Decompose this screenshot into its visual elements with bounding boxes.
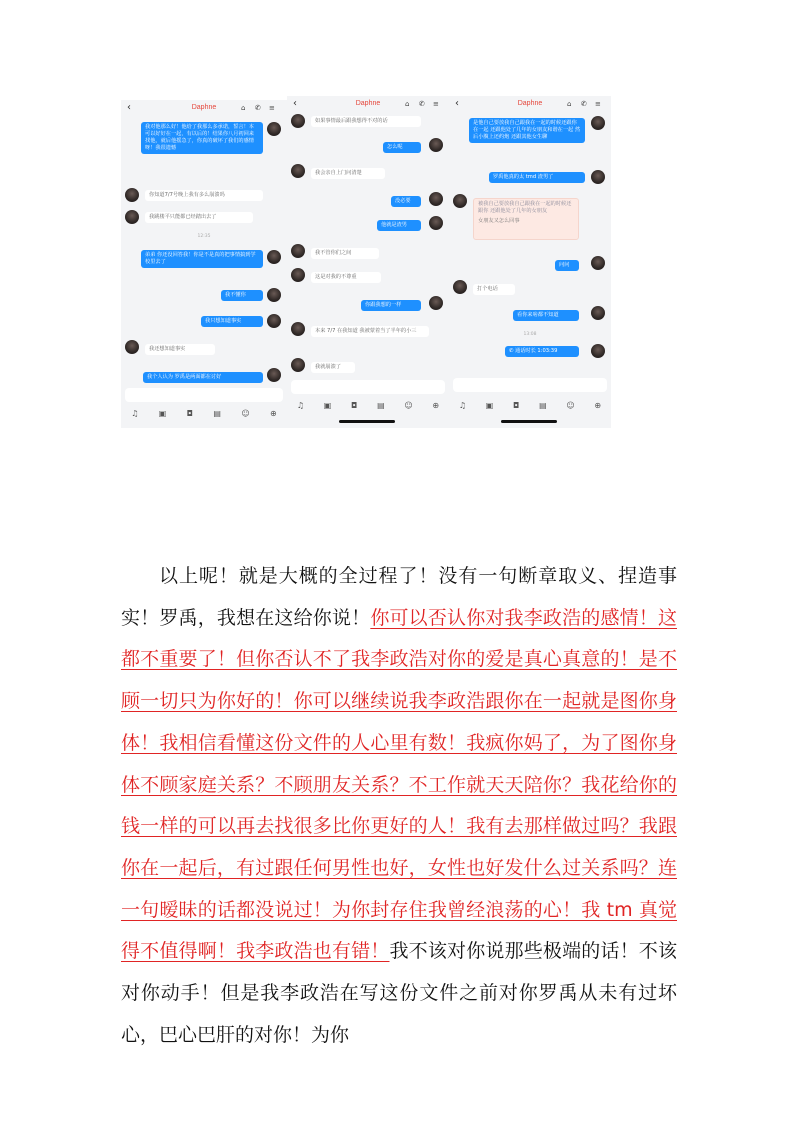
- camera-icon[interactable]: ◘: [186, 408, 193, 418]
- avatar: [291, 322, 305, 336]
- avatar: [291, 164, 305, 178]
- avatar: [591, 256, 605, 270]
- chat-header: [121, 100, 287, 118]
- message-input[interactable]: [291, 380, 445, 394]
- message-timestamp: 12:35: [197, 234, 211, 239]
- chat-bubble-right: 是他自己要放我自己跟我在一起的时候还跟你在一起 还跟他处了几年的女朋友和谐在一起 然后小腹上还约炮 还跟其他女生聊: [469, 118, 585, 143]
- phone-icon: ✆: [509, 348, 515, 354]
- plus-icon[interactable]: ⊕: [594, 400, 602, 410]
- chat-toolbar: [449, 398, 611, 412]
- chat-bubble-right: 怎么呢: [383, 142, 421, 153]
- microphone-icon[interactable]: ♫: [296, 400, 305, 410]
- chat-bubble-left: 我还想知道事实: [145, 344, 215, 355]
- chat-bubble-right: 看你来啥都不知道: [513, 310, 579, 321]
- camera-icon[interactable]: ◘: [513, 400, 520, 410]
- chat-bubble-left: 如果事情最后跟我想得不对的话: [311, 116, 421, 127]
- file-icon[interactable]: ▤: [539, 400, 547, 410]
- avatar: [591, 344, 605, 358]
- message-input[interactable]: [125, 388, 283, 402]
- back-icon[interactable]: ‹: [455, 98, 459, 109]
- intro-text: 以上呢！就是大概的全过程了！没有一句断章取义、捏造事实！罗禹，我想在这给你说！: [121, 565, 677, 629]
- microphone-icon[interactable]: ♫: [131, 408, 139, 418]
- avatar: [267, 288, 281, 302]
- home-icon[interactable]: ⌂: [405, 100, 410, 108]
- chat-bubble-left: 我就崩溃了: [311, 362, 355, 373]
- home-indicator: [339, 420, 395, 423]
- avatar: [291, 244, 305, 258]
- avatar: [267, 250, 281, 264]
- contact-name: Daphne: [355, 100, 381, 107]
- chat-screenshot-1: [121, 100, 287, 428]
- avatar: [125, 340, 139, 354]
- avatar: [267, 368, 281, 382]
- phone-icon[interactable]: ✆: [419, 100, 425, 108]
- chat-screenshots: [121, 96, 611, 428]
- avatar: [591, 116, 605, 130]
- back-icon[interactable]: ‹: [127, 102, 131, 113]
- chat-screenshot-2: [287, 96, 449, 428]
- chat-bubble-left: 我会亲自上门问清楚: [311, 168, 385, 179]
- chat-bubble-right: 我不懂你: [221, 290, 263, 301]
- quoted-message-card: [473, 198, 579, 240]
- chat-bubble-right: 我只想知道事实: [201, 316, 263, 327]
- avatar: [591, 306, 605, 320]
- menu-icon[interactable]: ≡: [433, 100, 439, 108]
- menu-icon[interactable]: ≡: [595, 100, 601, 108]
- file-icon[interactable]: ▤: [377, 400, 385, 410]
- chat-header: [449, 96, 611, 114]
- image-icon[interactable]: ▣: [323, 400, 332, 410]
- avatar: [291, 114, 305, 128]
- chat-bubble-right: 你跟我想的一样: [361, 300, 421, 311]
- reply-text: 女朋友又怎么回事: [478, 218, 520, 224]
- chat-bubble-left: 本来 7/7 在我知道 我被蒙着当了半年的小三: [311, 326, 429, 337]
- message-input[interactable]: [453, 378, 607, 392]
- chat-bubble-left: 你知道7/7号晚上我有多么崩溃吗: [145, 190, 263, 201]
- chat-screenshot-3: [449, 96, 611, 428]
- avatar: [429, 138, 443, 152]
- call-duration-text: 通话时长 1:03:39: [515, 348, 558, 354]
- plus-icon[interactable]: ⊕: [270, 408, 277, 418]
- chat-bubble-left: 打个电话: [473, 284, 515, 295]
- chat-bubble-right: 没必要: [391, 196, 421, 207]
- avatar: [267, 122, 281, 136]
- chat-bubble-right: 罗禹他真的太 tmd 渣男了: [489, 172, 585, 183]
- chat-bubble-right: 他就是渣男: [377, 220, 421, 231]
- contact-name: Daphne: [191, 104, 217, 111]
- highlighted-text: 你可以否认你对我李政浩的感情！这都不重要了！但你否认不了我李政浩对你的爱是真心真意的！是不顾一切只为你好的！你可以继续说我李政浩跟你在一起就是图你身体！我相信看懂这份文件的人心里有数！我疯你妈了，为了图你身体不顾家庭关系？不顾朋友关系？不工作就天天陪你？我花给你的钱一样的可以再去找很多比你更好的人！我有去那样做过吗？我跟你在一起后，有过跟任何男性也好，女性也好发什么过关系吗？连一句暧昧的话都没说过！为你封存住我曾经浪荡的心！我 tm 真觉得不值得啊！我李政浩也有错！: [121, 606, 677, 963]
- avatar: [429, 296, 443, 310]
- avatar: [291, 268, 305, 282]
- home-icon[interactable]: ⌂: [241, 104, 246, 112]
- avatar: [591, 170, 605, 184]
- menu-icon[interactable]: ≡: [269, 104, 275, 112]
- image-icon[interactable]: ▣: [485, 400, 494, 410]
- chat-bubble-right: 我对他那么好！他给了我那么多承诺，誓言！本可以好好在一起，有以后的！结果你八月初回来找他，就后他摇急了，你真的破坏了我们的感情呀！我很遗憾: [141, 122, 263, 154]
- emoji-icon[interactable]: ☺: [241, 408, 250, 418]
- quoted-text: 被我自己要放我自己跟我在一起的时候还跟你 还跟他处了几年的女朋友: [478, 201, 572, 214]
- statement-paragraph: [121, 556, 677, 1056]
- chat-bubble-left: 我跳楼平只能都已经踏出去了: [145, 212, 253, 223]
- message-timestamp: 13:08: [523, 332, 537, 337]
- avatar: [453, 280, 467, 294]
- chat-bubble-right: 问问: [555, 260, 579, 271]
- call-duration-bubble: [505, 346, 579, 357]
- home-indicator: [501, 420, 557, 423]
- chat-header: [287, 96, 449, 114]
- phone-icon[interactable]: ✆: [581, 100, 587, 108]
- chat-bubble-right: 我个人认为 罗禹是两面都在讨好: [143, 372, 263, 383]
- chat-bubble-left: 这是对我的不尊重: [311, 272, 381, 283]
- emoji-icon[interactable]: ☺: [566, 400, 575, 410]
- chat-bubble-left: 我不管你们之间: [311, 248, 379, 259]
- emoji-icon[interactable]: ☺: [404, 400, 413, 410]
- contact-name: Daphne: [517, 100, 543, 107]
- phone-icon[interactable]: ✆: [255, 104, 261, 112]
- microphone-icon[interactable]: ♫: [458, 400, 467, 410]
- home-icon[interactable]: ⌂: [567, 100, 572, 108]
- avatar: [125, 210, 139, 224]
- avatar: [453, 194, 467, 208]
- avatar: [291, 358, 305, 372]
- back-icon[interactable]: ‹: [293, 98, 297, 109]
- chat-toolbar: [287, 398, 449, 412]
- image-icon[interactable]: ▣: [158, 408, 167, 418]
- avatar: [429, 216, 443, 230]
- avatar: [125, 188, 139, 202]
- camera-icon[interactable]: ◘: [351, 400, 358, 410]
- avatar: [429, 192, 443, 206]
- avatar: [267, 314, 281, 328]
- chat-toolbar: [121, 406, 287, 420]
- plus-icon[interactable]: ⊕: [432, 400, 440, 410]
- chat-bubble-right: 弟弟 你还没回答我！你是不是真的把事情搞到学校里去了: [141, 250, 263, 268]
- file-icon[interactable]: ▤: [213, 408, 221, 418]
- closing-text: 我不该对你说那些极端的话！不该对你动手！但是我李政浩在写这份文件之前对你罗禹从未有过坏心，巴心巴肝的对你！为你: [121, 940, 677, 1046]
